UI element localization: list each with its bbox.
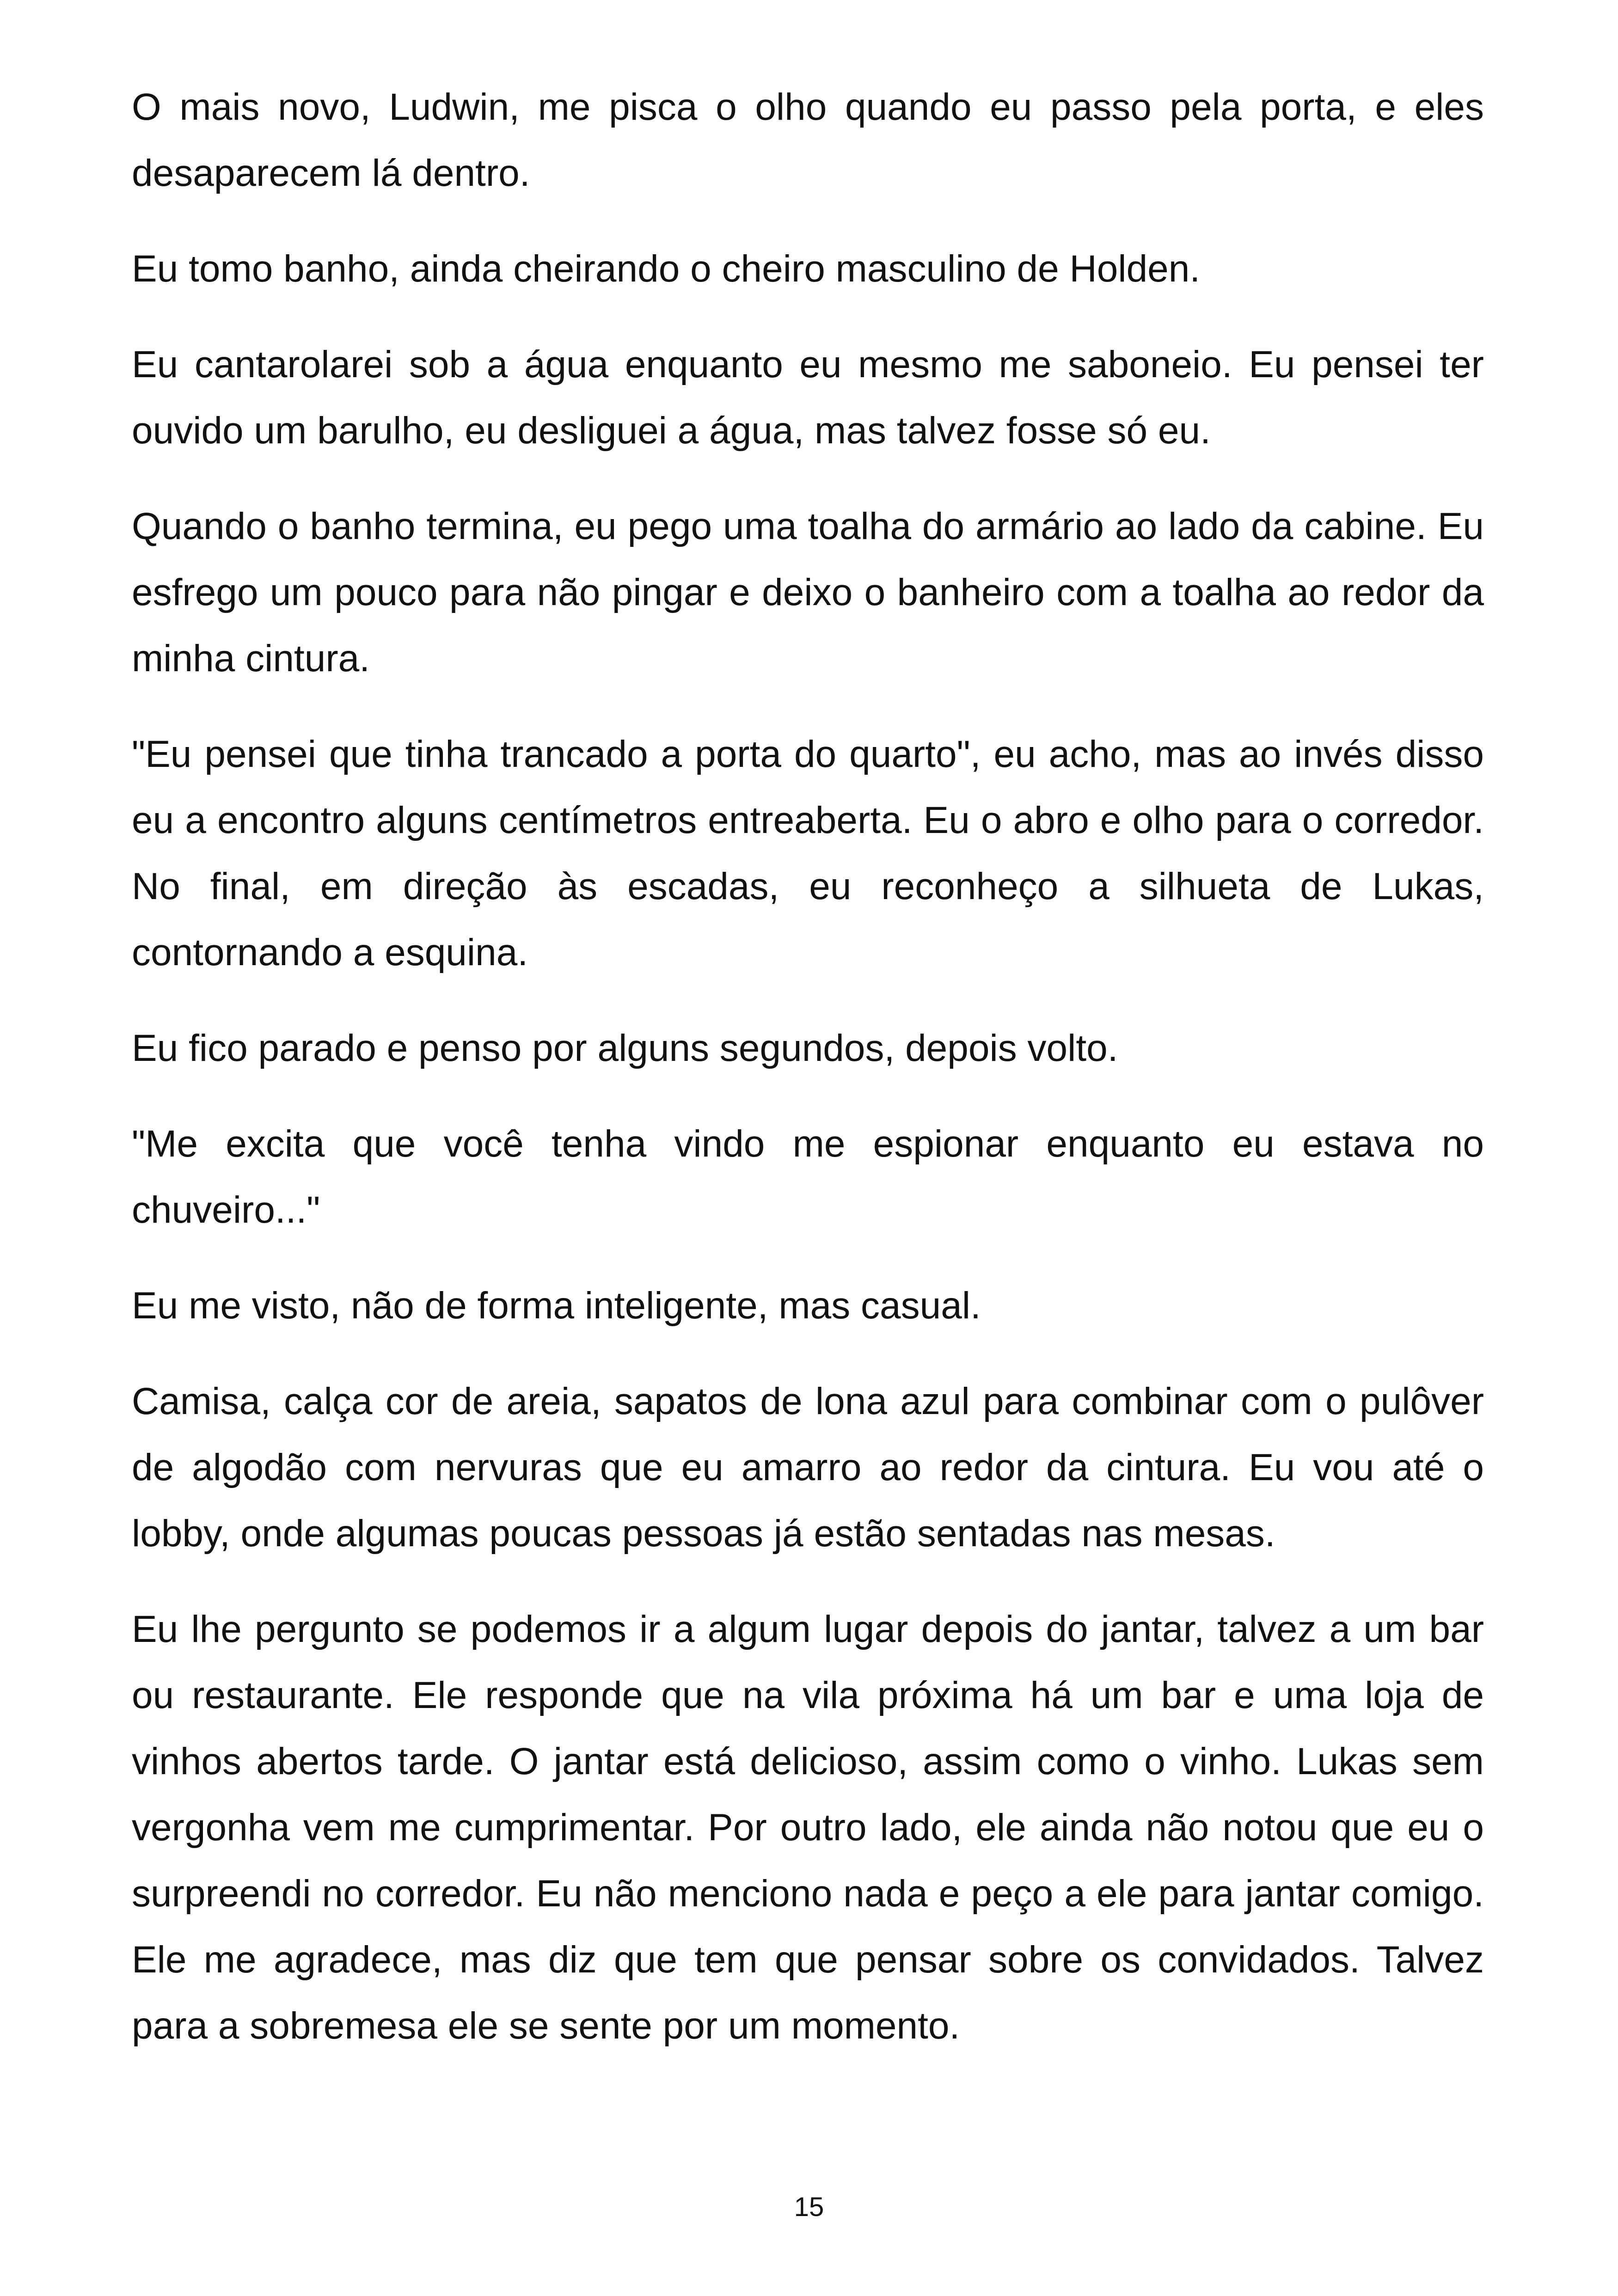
page-number: 15: [794, 2192, 824, 2222]
paragraph: "Eu pensei que tinha trancado a porta do quarto", eu acho, mas ao invés disso eu a encontro alguns centímetros entreaberta. Eu o abro e olho para o corredor. No final, em direção às escadas, eu reconheço a silhueta de Lukas, contornando a esquina.: [132, 733, 1484, 974]
body-text: [132, 74, 1484, 2059]
paragraph: Eu cantarolarei sob a água enquanto eu mesmo me saboneio. Eu pensei ter ouvido um barulho, eu desliguei a água, mas talvez fosse só eu.: [132, 343, 1484, 452]
paragraph: Eu lhe pergunto se podemos ir a algum lugar depois do jantar, talvez a um bar ou restaurante. Ele responde que na vila próxima há um bar e uma loja de vinhos abertos tarde. O jantar está delicioso, assim como o vinho. Lukas sem vergonha vem me cumprimentar. Por outro lado, ele ainda não notou que eu o surpreendi no corredor. Eu não menciono nada e peço a ele para jantar comigo. Ele me agradece, mas diz que tem que pensar sobre os convidados. Talvez para a sobremesa ele se sente por um momento.: [132, 1608, 1484, 2047]
paragraph: Eu me visto, não de forma inteligente, mas casual.: [132, 1285, 981, 1327]
paragraph: Quando o banho termina, eu pego uma toalha do armário ao lado da cabine. Eu esfrego um pouco para não pingar e deixo o banheiro com a toalha ao redor da minha cintura.: [132, 505, 1484, 680]
paragraph: Eu fico parado e penso por alguns segundos, depois volto.: [132, 1027, 1118, 1069]
paragraph: "Me excita que você tenha vindo me espionar enquanto eu estava no chuveiro...": [132, 1123, 1484, 1231]
paragraph: O mais novo, Ludwin, me pisca o olho quando eu passo pela porta, e eles desaparecem lá dentro.: [132, 86, 1484, 194]
paragraph: Camisa, calça cor de areia, sapatos de lona azul para combinar com o pulôver de algodão com nervuras que eu amarro ao redor da cintura. Eu vou até o lobby, onde algumas poucas pessoas já estão sentadas nas mesas.: [132, 1380, 1484, 1555]
paragraph: Eu tomo banho, ainda cheirando o cheiro masculino de Holden.: [132, 248, 1201, 290]
